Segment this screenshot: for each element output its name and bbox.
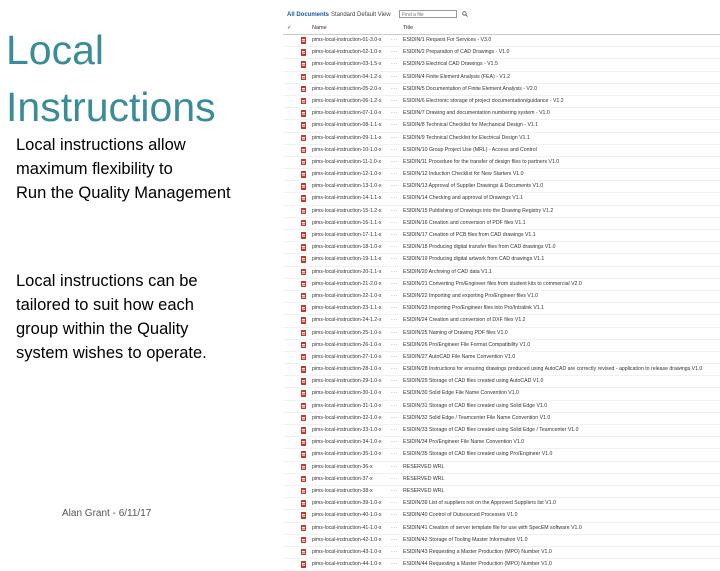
paragraph-line: system wishes to operate. bbox=[16, 344, 207, 362]
file-title: ESIDIN/28 Instructions for ensuring drawings produced using AutoCAD are correctly revised - application to release drawings V1.0 bbox=[403, 366, 703, 373]
file-title: ESIDIN/4 Finite Element Analysis (FEA) - V1.2 bbox=[403, 73, 510, 80]
file-title: ESIDIN/7 Drawing and documentation numbering system - V1.0 bbox=[403, 110, 550, 117]
table-row[interactable] bbox=[283, 498, 720, 510]
table-row[interactable] bbox=[283, 133, 720, 145]
document-file-icon bbox=[301, 561, 306, 568]
file-title: ESIDIN/3 Electrical CAD Drawings - V1.5 bbox=[403, 61, 498, 68]
table-row[interactable] bbox=[283, 169, 720, 181]
document-file-icon bbox=[301, 403, 306, 410]
row-menu-button[interactable]: ··· bbox=[391, 512, 398, 519]
library-toolbar bbox=[283, 6, 720, 22]
document-file-icon bbox=[301, 525, 306, 532]
paragraph-line: maximum flexibility to bbox=[16, 160, 173, 178]
tab-all-documents[interactable]: All Documents bbox=[287, 12, 330, 18]
table-row[interactable] bbox=[283, 559, 720, 571]
table-row[interactable] bbox=[283, 108, 720, 120]
table-row[interactable] bbox=[283, 486, 720, 498]
row-menu-button[interactable]: ··· bbox=[391, 500, 398, 507]
table-row[interactable] bbox=[283, 388, 720, 400]
row-menu-button[interactable]: ··· bbox=[391, 451, 398, 458]
table-row[interactable] bbox=[283, 303, 720, 315]
table-row[interactable] bbox=[283, 376, 720, 388]
row-menu-button[interactable]: ··· bbox=[391, 183, 398, 190]
paragraph-tailored bbox=[16, 269, 286, 365]
table-row[interactable] bbox=[283, 59, 720, 71]
file-name-link[interactable]: pims-local-instruction-33-1.0-x bbox=[312, 427, 382, 433]
file-name-link[interactable]: pims-local-instruction-34-1.0-x bbox=[312, 439, 382, 446]
paragraph-line: group within the Quality bbox=[16, 320, 189, 338]
paragraph-line: tailored to suit how each bbox=[16, 296, 194, 314]
row-menu-button[interactable]: ··· bbox=[391, 414, 398, 421]
table-row[interactable] bbox=[283, 35, 720, 47]
file-name-link[interactable]: pims-local-instruction-26-1.0-x bbox=[312, 341, 382, 348]
title-line: Local bbox=[6, 27, 105, 73]
row-menu-button[interactable]: ··· bbox=[391, 475, 398, 482]
document-file-icon bbox=[301, 427, 306, 434]
document-file-icon bbox=[301, 451, 306, 458]
document-file-icon bbox=[301, 342, 306, 349]
file-title: RESERVED WRL bbox=[403, 487, 445, 494]
row-menu-button[interactable]: ··· bbox=[391, 256, 398, 263]
document-file-icon bbox=[301, 122, 306, 129]
file-name-link[interactable]: pims-local-instruction-01-3.0-x bbox=[312, 37, 382, 43]
file-title: ESIDIN/16 Creation and conversion of PDF files V1.1 bbox=[403, 219, 526, 226]
slide-title bbox=[6, 22, 216, 137]
row-menu-button[interactable]: ··· bbox=[391, 317, 398, 324]
file-title: RESERVED WRL bbox=[403, 475, 445, 482]
table-row[interactable] bbox=[283, 291, 720, 303]
file-name-link[interactable]: pims-local-instruction-04-1.2-x bbox=[312, 73, 382, 80]
document-file-icon bbox=[301, 512, 306, 519]
file-title: ESIDIN/10 Group Project Use (MRL) - Access and Control bbox=[403, 146, 537, 153]
table-row[interactable] bbox=[283, 72, 720, 84]
file-title: ESIDIN/24 Creation and conversion of DXF files V1.2 bbox=[403, 317, 526, 324]
document-file-icon bbox=[301, 135, 306, 142]
file-title: ESIDIN/6 Electronic storage of project documentation/guidance - V1.2 bbox=[403, 97, 564, 104]
table-row[interactable] bbox=[283, 47, 720, 59]
document-file-icon bbox=[301, 110, 306, 117]
document-file-icon bbox=[301, 256, 306, 263]
row-menu-button[interactable]: ··· bbox=[391, 427, 398, 433]
table-row[interactable] bbox=[283, 413, 720, 425]
file-title: ESIDIN/18 Producing digital transfer files from CAD drawings V1.0 bbox=[403, 244, 556, 251]
file-title: ESIDIN/2 Preparation of CAD Drawings - V1.0 bbox=[403, 49, 510, 56]
row-menu-button[interactable]: ··· bbox=[391, 280, 398, 287]
column-name[interactable]: Name bbox=[312, 25, 327, 31]
file-name-link[interactable]: pims-local-instruction-35-1.0-x bbox=[312, 451, 382, 458]
table-row[interactable] bbox=[283, 254, 720, 266]
row-menu-button[interactable]: ··· bbox=[391, 195, 398, 202]
file-name-link[interactable]: pims-local-instruction-21-2.0-x bbox=[312, 280, 382, 287]
file-title: ESIDIN/34 Pro/Engineer File Name Convention V1.0 bbox=[403, 439, 525, 446]
row-menu-button[interactable]: ··· bbox=[391, 524, 398, 531]
row-menu-button[interactable]: ··· bbox=[391, 49, 398, 56]
table-row[interactable] bbox=[283, 352, 720, 364]
select-all-checkbox[interactable]: ✓ bbox=[287, 25, 292, 31]
file-name-link[interactable]: pims-local-instruction-29-1.0-x bbox=[312, 378, 382, 385]
table-row[interactable] bbox=[283, 340, 720, 352]
file-name-link[interactable]: pims-local-instruction-15-1.2-x bbox=[312, 207, 382, 214]
row-menu-button[interactable]: ··· bbox=[391, 561, 398, 568]
row-menu-button[interactable]: ··· bbox=[391, 341, 398, 348]
file-name-link[interactable]: pims-local-instruction-40-1.0-x bbox=[312, 512, 382, 519]
row-menu-button[interactable]: ··· bbox=[391, 146, 398, 153]
file-name-link[interactable]: pims-local-instruction-12-1.0-x bbox=[312, 171, 382, 178]
file-name-link[interactable]: pims-local-instruction-17-1.1-x bbox=[312, 232, 382, 238]
file-title: ESIDIN/14 Checking and approval of Drawings V1.1 bbox=[403, 195, 523, 202]
table-row[interactable] bbox=[283, 437, 720, 449]
file-name-link[interactable]: pims-local-instruction-38-x bbox=[312, 487, 373, 494]
document-file-icon bbox=[301, 232, 306, 239]
file-name-link[interactable]: pims-local-instruction-06-1.2-x bbox=[312, 97, 382, 104]
document-file-icon bbox=[301, 86, 306, 93]
row-menu-button[interactable]: ··· bbox=[391, 268, 398, 275]
row-menu-button[interactable]: ··· bbox=[391, 110, 398, 117]
file-title: ESIDIN/39 List of suppliers not on the Approved Suppliers list V1.0 bbox=[403, 500, 556, 507]
file-name-link[interactable]: pims-local-instruction-11-1.0-x bbox=[312, 158, 382, 165]
document-file-icon bbox=[301, 330, 306, 337]
file-name-link[interactable]: pims-local-instruction-41-1.0-x bbox=[312, 524, 382, 531]
document-file-icon bbox=[301, 464, 306, 471]
table-row[interactable] bbox=[283, 84, 720, 96]
document-file-icon bbox=[301, 147, 306, 154]
file-title: ESIDIN/32 Solid Edge / Teamcenter File Name Convention V1.0 bbox=[403, 414, 551, 421]
row-menu-button[interactable]: ··· bbox=[391, 219, 398, 226]
file-name-link[interactable]: pims-local-instruction-19-1.1-x bbox=[312, 256, 382, 263]
row-menu-button[interactable]: ··· bbox=[391, 536, 398, 543]
table-row[interactable] bbox=[283, 328, 720, 340]
file-name-link[interactable]: pims-local-instruction-31-1.0-x bbox=[312, 402, 382, 409]
document-file-icon bbox=[301, 476, 306, 483]
table-row[interactable] bbox=[283, 206, 720, 218]
file-name-link[interactable]: pims-local-instruction-42-1.0-x bbox=[312, 536, 382, 543]
paragraph-line: Local instructions allow bbox=[16, 136, 186, 154]
table-row[interactable] bbox=[283, 230, 720, 242]
document-file-icon bbox=[301, 488, 306, 495]
document-file-icon bbox=[301, 305, 306, 312]
file-name-link[interactable]: pims-local-instruction-44-1.0-x bbox=[312, 561, 382, 568]
column-header bbox=[283, 22, 720, 35]
file-name-link[interactable]: pims-local-instruction-39-1.0-x bbox=[312, 500, 382, 507]
table-row[interactable] bbox=[283, 474, 720, 486]
row-menu-button[interactable]: ··· bbox=[391, 37, 398, 43]
table-row[interactable] bbox=[283, 181, 720, 193]
file-name-link[interactable]: pims-local-instruction-08-1.1-x bbox=[312, 122, 382, 129]
row-menu-button[interactable]: ··· bbox=[391, 378, 398, 385]
file-name-link[interactable]: pims-local-instruction-09-1.1-x bbox=[312, 134, 382, 141]
paragraph-line: Local instructions can be bbox=[16, 272, 198, 290]
file-name-link[interactable]: pims-local-instruction-23-1.1-x bbox=[312, 305, 382, 312]
row-menu-button[interactable]: ··· bbox=[391, 171, 398, 178]
row-menu-button[interactable]: ··· bbox=[391, 207, 398, 214]
file-title: ESIDIN/44 Requesting a Master Production (MPO) Number V1.0 bbox=[403, 561, 552, 568]
document-file-icon bbox=[301, 269, 306, 276]
file-title: ESIDIN/8 Technical Checklist for Mechanical Design - V1.1 bbox=[403, 122, 539, 129]
file-name-link[interactable]: pims-local-instruction-02-1.0-x bbox=[312, 49, 382, 56]
table-row[interactable] bbox=[283, 279, 720, 291]
row-menu-button[interactable]: ··· bbox=[391, 73, 398, 80]
file-title: ESIDIN/43 Requesting a Master Production (MPO) Number V1.0 bbox=[403, 548, 552, 555]
file-title: ESIDIN/41 Creation of server template file for use with SpecEM software V1.0 bbox=[403, 524, 582, 531]
file-title: ESIDIN/20 Archiving of CAD data V1.1 bbox=[403, 268, 492, 275]
file-title: ESIDIN/33 Storage of CAD files created using Solid Edge / Teamcenter V1.0 bbox=[403, 427, 579, 433]
document-file-icon bbox=[301, 74, 306, 81]
document-file-icon bbox=[301, 549, 306, 556]
file-title: ESIDIN/29 Storage of CAD files created using AutoCAD V1.0 bbox=[403, 378, 544, 385]
table-row[interactable] bbox=[283, 96, 720, 108]
document-file-icon bbox=[301, 37, 306, 44]
row-menu-button[interactable]: ··· bbox=[391, 61, 398, 68]
row-menu-button[interactable]: ··· bbox=[391, 134, 398, 141]
title-line: Instructions bbox=[6, 84, 216, 131]
file-name-link[interactable]: pims-local-instruction-16-1.1-x bbox=[312, 219, 382, 226]
file-name-link[interactable]: pims-local-instruction-20-1.1-x bbox=[312, 268, 382, 275]
document-file-icon bbox=[301, 171, 306, 178]
table-row[interactable] bbox=[283, 242, 720, 254]
table-row[interactable] bbox=[283, 364, 720, 376]
row-menu-button[interactable]: ··· bbox=[391, 329, 398, 336]
row-menu-button[interactable]: ··· bbox=[391, 402, 398, 409]
file-name-link[interactable]: pims-local-instruction-13-1.0-x bbox=[312, 183, 382, 190]
document-file-icon bbox=[301, 317, 306, 324]
row-menu-button[interactable]: ··· bbox=[391, 390, 398, 397]
file-title: ESIDIN/12 Induction Checklist for New Starters V1.0 bbox=[403, 171, 524, 178]
file-name-link[interactable]: pims-local-instruction-28-1.0-x bbox=[312, 366, 382, 373]
paragraph-flexibility bbox=[16, 133, 286, 205]
file-name-link[interactable]: pims-local-instruction-07-1.0-x bbox=[312, 110, 382, 117]
file-title: ESIDIN/31 Storage of CAD files created using Solid Edge V1.0 bbox=[403, 402, 548, 409]
document-file-icon bbox=[301, 61, 306, 68]
row-menu-button[interactable]: ··· bbox=[391, 232, 398, 238]
table-row[interactable] bbox=[283, 157, 720, 169]
document-file-icon bbox=[301, 354, 306, 361]
file-title: RESERVED WRL bbox=[403, 463, 445, 470]
table-row[interactable] bbox=[283, 547, 720, 559]
file-title: ESIDIN/21 Converting Pro/Engineer files from student kits to commercial V2.0 bbox=[403, 280, 582, 287]
document-file-icon bbox=[301, 195, 306, 202]
row-menu-button[interactable]: ··· bbox=[391, 244, 398, 251]
file-name-link[interactable]: pims-local-instruction-14-1.1-x bbox=[312, 195, 382, 202]
document-file-icon bbox=[301, 244, 306, 251]
file-name-link[interactable]: pims-local-instruction-37-x bbox=[312, 475, 373, 482]
document-file-icon bbox=[301, 208, 306, 215]
table-row[interactable] bbox=[283, 193, 720, 205]
file-title: ESIDIN/13 Approval of Supplier Drawings & Documents V1.0 bbox=[403, 183, 544, 190]
table-row[interactable] bbox=[283, 462, 720, 474]
file-title: ESIDIN/27 AutoCAD File Name Convention V1.0 bbox=[403, 353, 516, 360]
document-file-icon bbox=[301, 390, 306, 397]
tab-standard-view[interactable]: Standard Default View bbox=[331, 12, 391, 18]
table-row[interactable] bbox=[283, 120, 720, 132]
document-file-icon bbox=[301, 366, 306, 373]
document-file-icon bbox=[301, 537, 306, 544]
table-row[interactable] bbox=[283, 267, 720, 279]
file-title: ESIDIN/1 Request For Services - V3.0 bbox=[403, 37, 492, 43]
search-input[interactable]: Find a file bbox=[399, 10, 457, 18]
document-file-icon bbox=[301, 281, 306, 288]
file-name-link[interactable]: pims-local-instruction-27-1.0-x bbox=[312, 353, 382, 360]
file-name-link[interactable]: pims-local-instruction-32-1.0-x bbox=[312, 414, 382, 421]
file-title: ESIDIN/25 Naming of Drawing PDF files V1.0 bbox=[403, 329, 508, 336]
table-row[interactable] bbox=[283, 425, 720, 437]
row-menu-button[interactable]: ··· bbox=[391, 97, 398, 104]
file-title: ESIDIN/11 Procedure for the transfer of design files to partners V1.0 bbox=[403, 158, 560, 165]
file-title: ESIDIN/30 Solid Edge File Name Convention V1.0 bbox=[403, 390, 519, 397]
file-name-link[interactable]: pims-local-instruction-43-1.0-x bbox=[312, 548, 382, 555]
table-row[interactable] bbox=[283, 401, 720, 413]
file-name-link[interactable]: pims-local-instruction-25-1.0-x bbox=[312, 329, 382, 336]
row-menu-button[interactable]: ··· bbox=[391, 463, 398, 470]
document-file-icon bbox=[301, 500, 306, 507]
row-menu-button[interactable]: ··· bbox=[391, 487, 398, 494]
row-menu-button[interactable]: ··· bbox=[391, 353, 398, 360]
row-menu-button[interactable]: ··· bbox=[391, 158, 398, 165]
file-name-link[interactable]: pims-local-instruction-24-1.2-x bbox=[312, 317, 382, 324]
file-title: ESIDIN/9 Technical Checklist for Electrical Design V1.1 bbox=[403, 134, 530, 141]
table-row[interactable] bbox=[283, 315, 720, 327]
document-file-icon bbox=[301, 378, 306, 385]
table-row[interactable] bbox=[283, 218, 720, 230]
file-title: ESIDIN/15 Publishing of Drawings into the Drawing Registry V1.2 bbox=[403, 207, 554, 214]
row-menu-button[interactable]: ··· bbox=[391, 366, 398, 373]
document-library-screenshot bbox=[283, 6, 720, 568]
row-menu-button[interactable]: ··· bbox=[391, 439, 398, 446]
table-row[interactable] bbox=[283, 145, 720, 157]
table-row[interactable] bbox=[283, 535, 720, 547]
file-title: ESIDIN/40 Control of Outsourced Processes V1.0 bbox=[403, 512, 518, 519]
file-title: ESIDIN/35 Storage of CAD files created using Pro/Engineer V1.0 bbox=[403, 451, 553, 458]
document-file-icon bbox=[301, 183, 306, 190]
document-file-icon bbox=[301, 293, 306, 300]
file-title: ESIDIN/26 Pro/Engineer File Format Compatibility V1.0 bbox=[403, 341, 531, 348]
file-title: ESIDIN/19 Producing digital artwork from CAD drawings V1.1 bbox=[403, 256, 545, 263]
row-menu-button[interactable]: ··· bbox=[391, 292, 398, 299]
file-name-link[interactable]: pims-local-instruction-30-1.0-x bbox=[312, 390, 382, 397]
document-file-icon bbox=[301, 415, 306, 422]
document-file-icon bbox=[301, 98, 306, 105]
row-menu-button[interactable]: ··· bbox=[391, 305, 398, 312]
row-menu-button[interactable]: ··· bbox=[391, 122, 398, 129]
file-name-link[interactable]: pims-local-instruction-03-1.5-x bbox=[312, 61, 382, 68]
file-name-link[interactable]: pims-local-instruction-22-1.0-x bbox=[312, 292, 382, 299]
slide-footer: Alan Grant - 6/11/17 bbox=[62, 508, 152, 519]
table-row[interactable] bbox=[283, 449, 720, 461]
document-rows bbox=[283, 35, 720, 571]
file-title: ESIDIN/5 Documentation of Finite Element Analysis - V2.0 bbox=[403, 85, 538, 92]
row-menu-button[interactable]: ··· bbox=[391, 548, 398, 555]
table-row[interactable] bbox=[283, 523, 720, 535]
file-name-link[interactable]: pims-local-instruction-10-1.0-x bbox=[312, 146, 382, 153]
column-title[interactable]: Title bbox=[403, 25, 414, 31]
document-file-icon bbox=[301, 49, 306, 56]
file-name-link[interactable]: pims-local-instruction-05-2.0-x bbox=[312, 85, 382, 92]
file-title: ESIDIN/17 Creation of PCB files from CAD drawings V1.1 bbox=[403, 232, 536, 238]
file-title: ESIDIN/23 Importing Pro/Engineer files into Pro/Intralink V1.1 bbox=[403, 305, 544, 312]
table-row[interactable] bbox=[283, 510, 720, 522]
file-name-link[interactable]: pims-local-instruction-18-1.0-x bbox=[312, 244, 382, 251]
row-menu-button[interactable]: ··· bbox=[391, 85, 398, 92]
document-file-icon bbox=[301, 159, 306, 166]
file-name-link[interactable]: pims-local-instruction-36-x bbox=[312, 463, 373, 470]
file-title: ESIDIN/22 Importing and exporting Pro/Engineer files V1.0 bbox=[403, 292, 538, 299]
paragraph-line: Run the Quality Management bbox=[16, 184, 231, 202]
document-file-icon bbox=[301, 220, 306, 227]
search-icon[interactable] bbox=[462, 11, 468, 17]
document-file-icon bbox=[301, 439, 306, 446]
file-title: ESIDIN/42 Storage of Tooling Master Information V1.0 bbox=[403, 536, 528, 543]
